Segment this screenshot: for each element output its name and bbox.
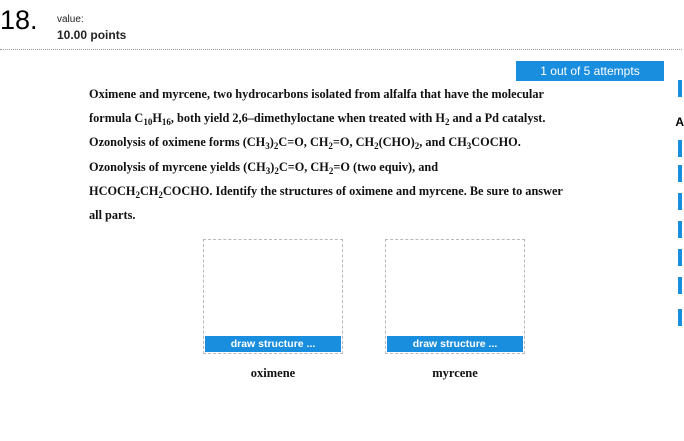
side-tab[interactable] <box>678 277 682 294</box>
points-value: 10.00 points <box>57 28 127 42</box>
value-label: value: <box>57 14 84 25</box>
side-tab[interactable] <box>678 80 682 97</box>
question-line: Ozonolysis of myrcene yields $(CH_3)_2C=O$, $CH_2=O$ (two equiv), and <box>89 159 439 176</box>
question-line: all parts. <box>89 208 136 223</box>
question-line: $HCOCH_2CH_2COCHO$. Identify the structures of oximene and myrcene. Be sure to answer <box>89 183 563 200</box>
draw-structure-oximene-button[interactable]: draw structure ... <box>205 336 341 352</box>
attempts-badge: 1 out of 5 attempts <box>516 61 664 81</box>
question-line: Oximene and myrcene, two hydrocarbons isolated from alfalfa that have the molecular <box>89 87 544 101</box>
side-tab[interactable] <box>678 309 682 326</box>
oximene-structure-box[interactable] <box>203 239 343 354</box>
side-tab[interactable] <box>678 249 682 266</box>
side-tab[interactable] <box>678 193 682 210</box>
side-tab[interactable] <box>678 165 682 182</box>
side-letter: A <box>675 115 684 129</box>
oximene-caption: oximene <box>250 366 296 380</box>
side-tab[interactable] <box>678 140 682 157</box>
myrcene-caption: myrcene <box>432 366 478 380</box>
question-number: 18. <box>0 5 38 35</box>
question-line: formula $C_{10}H_{16}$, both yield 2,6–dimethyloctane when treated with $H_2$ and a Pd catalyst. <box>89 111 546 128</box>
side-tab[interactable] <box>678 221 682 238</box>
question-line: Ozonolysis of oximene forms $(CH_3)_2C=O$, $CH_2=O$, $CH_2(CHO)_2$, and $CH_3COCHO$. <box>89 135 521 152</box>
header-divider <box>0 49 682 50</box>
draw-structure-myrcene-button[interactable]: draw structure ... <box>387 336 523 352</box>
question-text <box>89 82 649 227</box>
myrcene-structure-box[interactable] <box>385 239 525 354</box>
